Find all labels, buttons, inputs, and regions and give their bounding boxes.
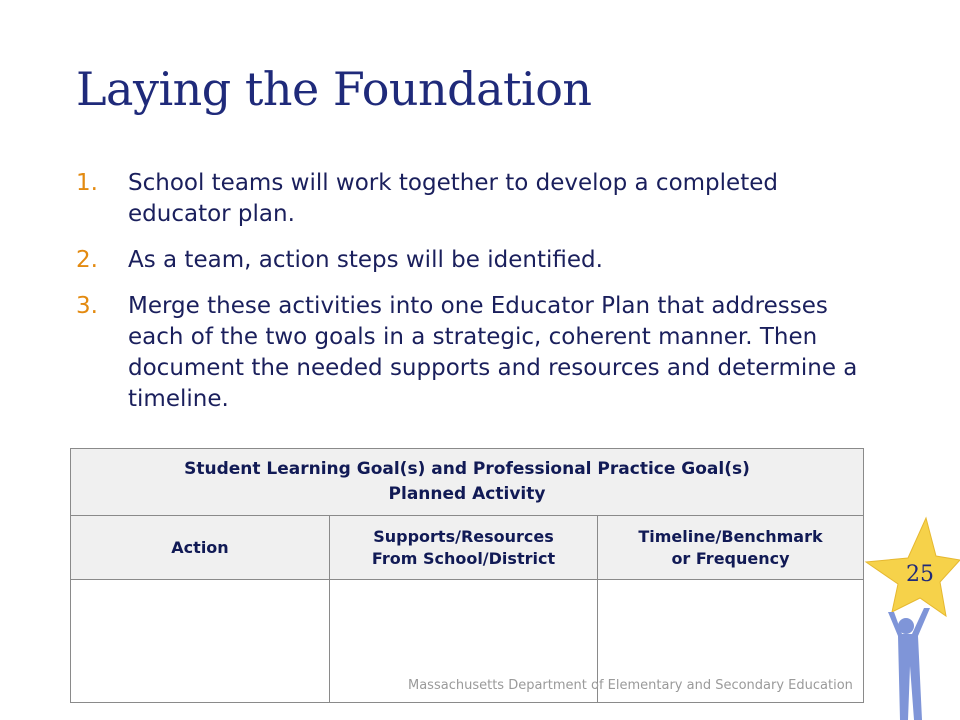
slide-title: Laying the Foundation: [76, 62, 592, 116]
footer-organization: Massachusetts Department of Elementary and Secondary Education: [408, 678, 853, 693]
list-item: [76, 245, 866, 276]
column-label: or Frequency: [671, 548, 790, 568]
bullet-list: [76, 168, 866, 430]
header-line-1: Student Learning Goal(s) and Professional Practice Goal(s): [184, 459, 750, 479]
column-header-supports: [330, 516, 598, 580]
list-text: Merge these activities into one Educator Plan that addresses each of the two goals in a strategic, coherent manner. Then document the needed supports and resources and determine a timeline.: [128, 293, 858, 412]
list-text: As a team, action steps will be identified.: [128, 247, 603, 273]
list-item: [76, 291, 866, 415]
table-column-header-row: [71, 516, 864, 580]
table-main-header: [71, 449, 864, 516]
list-text: School teams will work together to develop a completed educator plan.: [128, 170, 778, 227]
column-header-action: [71, 516, 330, 580]
column-label: Supports/Resources: [373, 526, 554, 546]
list-number: 2.: [76, 247, 98, 273]
educator-plan-table: [70, 448, 864, 703]
column-label: Timeline/Benchmark: [638, 526, 823, 546]
header-line-2: Planned Activity: [388, 484, 546, 504]
column-header-timeline: [598, 516, 864, 580]
column-label: From School/District: [371, 548, 556, 568]
list-number: 3.: [76, 293, 98, 319]
page-number: 25: [906, 562, 934, 587]
list-item: [76, 168, 866, 230]
column-label: Action: [171, 537, 229, 557]
star-person-icon: [862, 516, 960, 720]
table-header-row: [71, 449, 864, 516]
action-cell[interactable]: [71, 580, 330, 703]
list-number: 1.: [76, 170, 98, 196]
